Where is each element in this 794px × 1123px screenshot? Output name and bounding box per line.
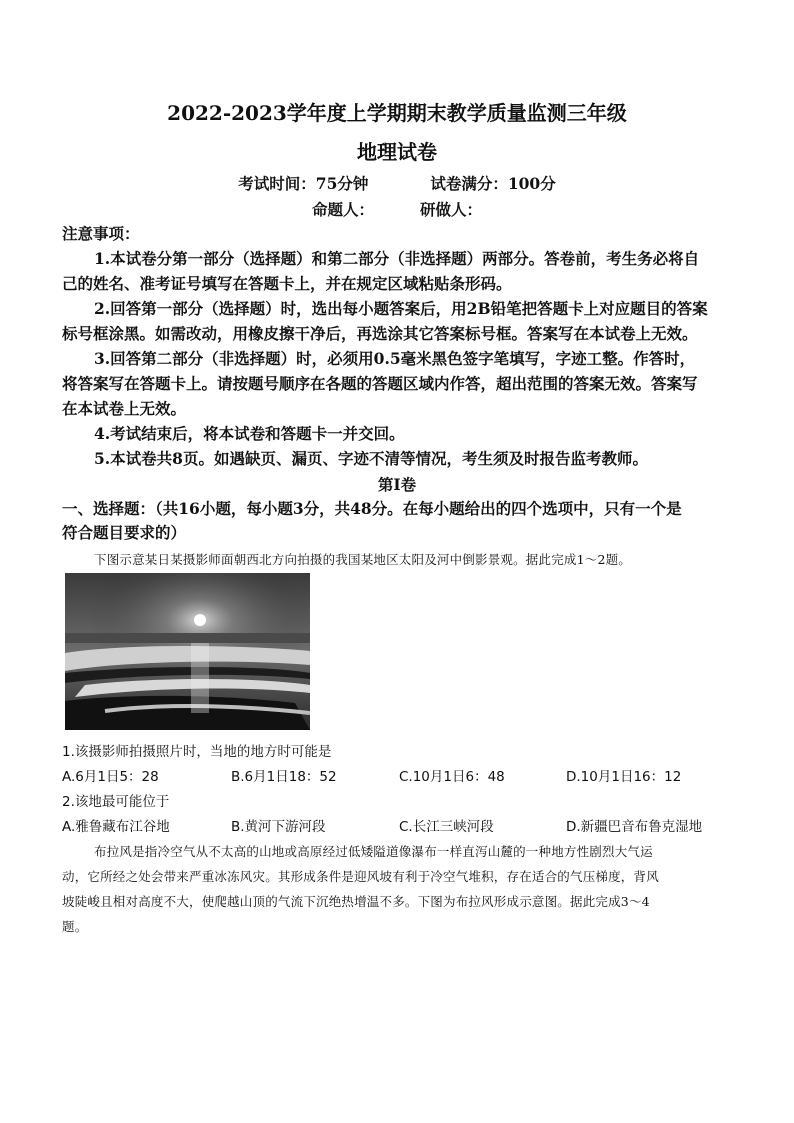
exam-subtitle: 地理试卷 bbox=[357, 140, 437, 164]
full-score: 试卷满分：100分 bbox=[430, 174, 556, 193]
notice-line: 4.考试结束后，将本试卷和答题卡一并交回。 bbox=[94, 424, 405, 443]
q1-option-d[interactable]: D.10月1日16：12 bbox=[566, 769, 682, 785]
notice-line: 标号框涂黑。如需改动，用橡皮擦干净后，再选涂其它答案标号框。答案写在本试卷上无效。 bbox=[62, 324, 698, 343]
intro-q3-4-line: 动，它所经之处会带来严重冰冻风灾。其形成条件是迎风坡有利于冷空气堆积，存在适合的气压梯度，背风 bbox=[62, 869, 659, 884]
notice-heading: 注意事项： bbox=[62, 224, 140, 243]
exam-time: 考试时间：75分钟 bbox=[238, 174, 369, 193]
notice-line: 1.本试卷分第一部分（选择题）和第二部分（非选择题）两部分。答卷前，考生务必将自 bbox=[94, 249, 700, 268]
part-label: 第Ⅰ卷 bbox=[377, 475, 417, 494]
intro-q3-4-line: 布拉风是指冷空气从不太高的山地或高原经过低矮隘道像瀑布一样直泻山麓的一种地方性剧烈大气运 bbox=[94, 844, 653, 859]
exam-title: 2022-2023学年度上学期期末教学质量监测三年级 bbox=[167, 101, 627, 125]
section-heading: 一、选择题：（共16小题，每小题3分，共48分。在每小题给出的四个选项中，只有一个是 bbox=[62, 499, 682, 518]
notice-line: 在本试卷上无效。 bbox=[62, 399, 187, 418]
exam-meta-authors bbox=[0, 198, 794, 220]
section-heading-cont: 符合题目要求的） bbox=[62, 523, 187, 542]
notice-line: 5.本试卷共8页。如遇缺页、漏页、字迹不清等情况，考生须及时报告监考教师。 bbox=[94, 449, 648, 468]
q1-option-a[interactable]: A.6月1日5：28 bbox=[62, 769, 159, 785]
q2-option-a[interactable]: A.雅鲁藏布江谷地 bbox=[62, 819, 170, 835]
q1-option-c[interactable]: C.10月1日6：48 bbox=[399, 769, 505, 785]
q2-option-d[interactable]: D.新疆巴音布鲁克湿地 bbox=[566, 819, 703, 835]
q2-option-b[interactable]: B.黄河下游河段 bbox=[231, 819, 326, 835]
reviewer-label: 研做人： bbox=[420, 200, 483, 219]
notice-line: 将答案写在答题卡上。请按题号顺序在各题的答题区域内作答，超出范围的答案无效。答案写 bbox=[62, 374, 698, 393]
q2-option-c[interactable]: C.长江三峡河段 bbox=[399, 819, 494, 835]
question-2-stem: 2.该地最可能位于 bbox=[62, 794, 170, 810]
exam-meta-time-score bbox=[0, 172, 794, 194]
notice-line: 2.回答第一部分（选择题）时，选出每小题答案后，用2B铅笔把答题卡上对应题目的答案 bbox=[94, 299, 708, 318]
intro-q3-4-line: 题。 bbox=[62, 919, 88, 934]
notice-line: 己的姓名、准考证号填写在答题卡上，并在规定区域粘贴条形码。 bbox=[62, 274, 512, 293]
intro-q3-4-line: 坡陡峻且相对高度不大，使爬越山顶的气流下沉绝热增温不多。下图为布拉风形成示意图。据此完成3～4 bbox=[62, 894, 650, 909]
photo-graphic bbox=[65, 573, 310, 730]
question-1-stem: 1.该摄影师拍摄照片时，当地的地方时可能是 bbox=[62, 744, 332, 760]
sun bbox=[194, 614, 206, 626]
q1-option-b[interactable]: B.6月1日18：52 bbox=[231, 769, 337, 785]
intro-q1-2: 下图示意某日某摄影师面朝西北方向拍摄的我国某地区太阳及河中倒影景观。据此完成1～2题。 bbox=[94, 552, 632, 567]
sunset-river-photo bbox=[65, 573, 310, 730]
notice-line: 3.回答第二部分（非选择题）时，必须用0.5毫米黑色签字笔填写，字迹工整。作答时， bbox=[94, 349, 696, 368]
setter-label: 命题人： bbox=[311, 200, 374, 219]
